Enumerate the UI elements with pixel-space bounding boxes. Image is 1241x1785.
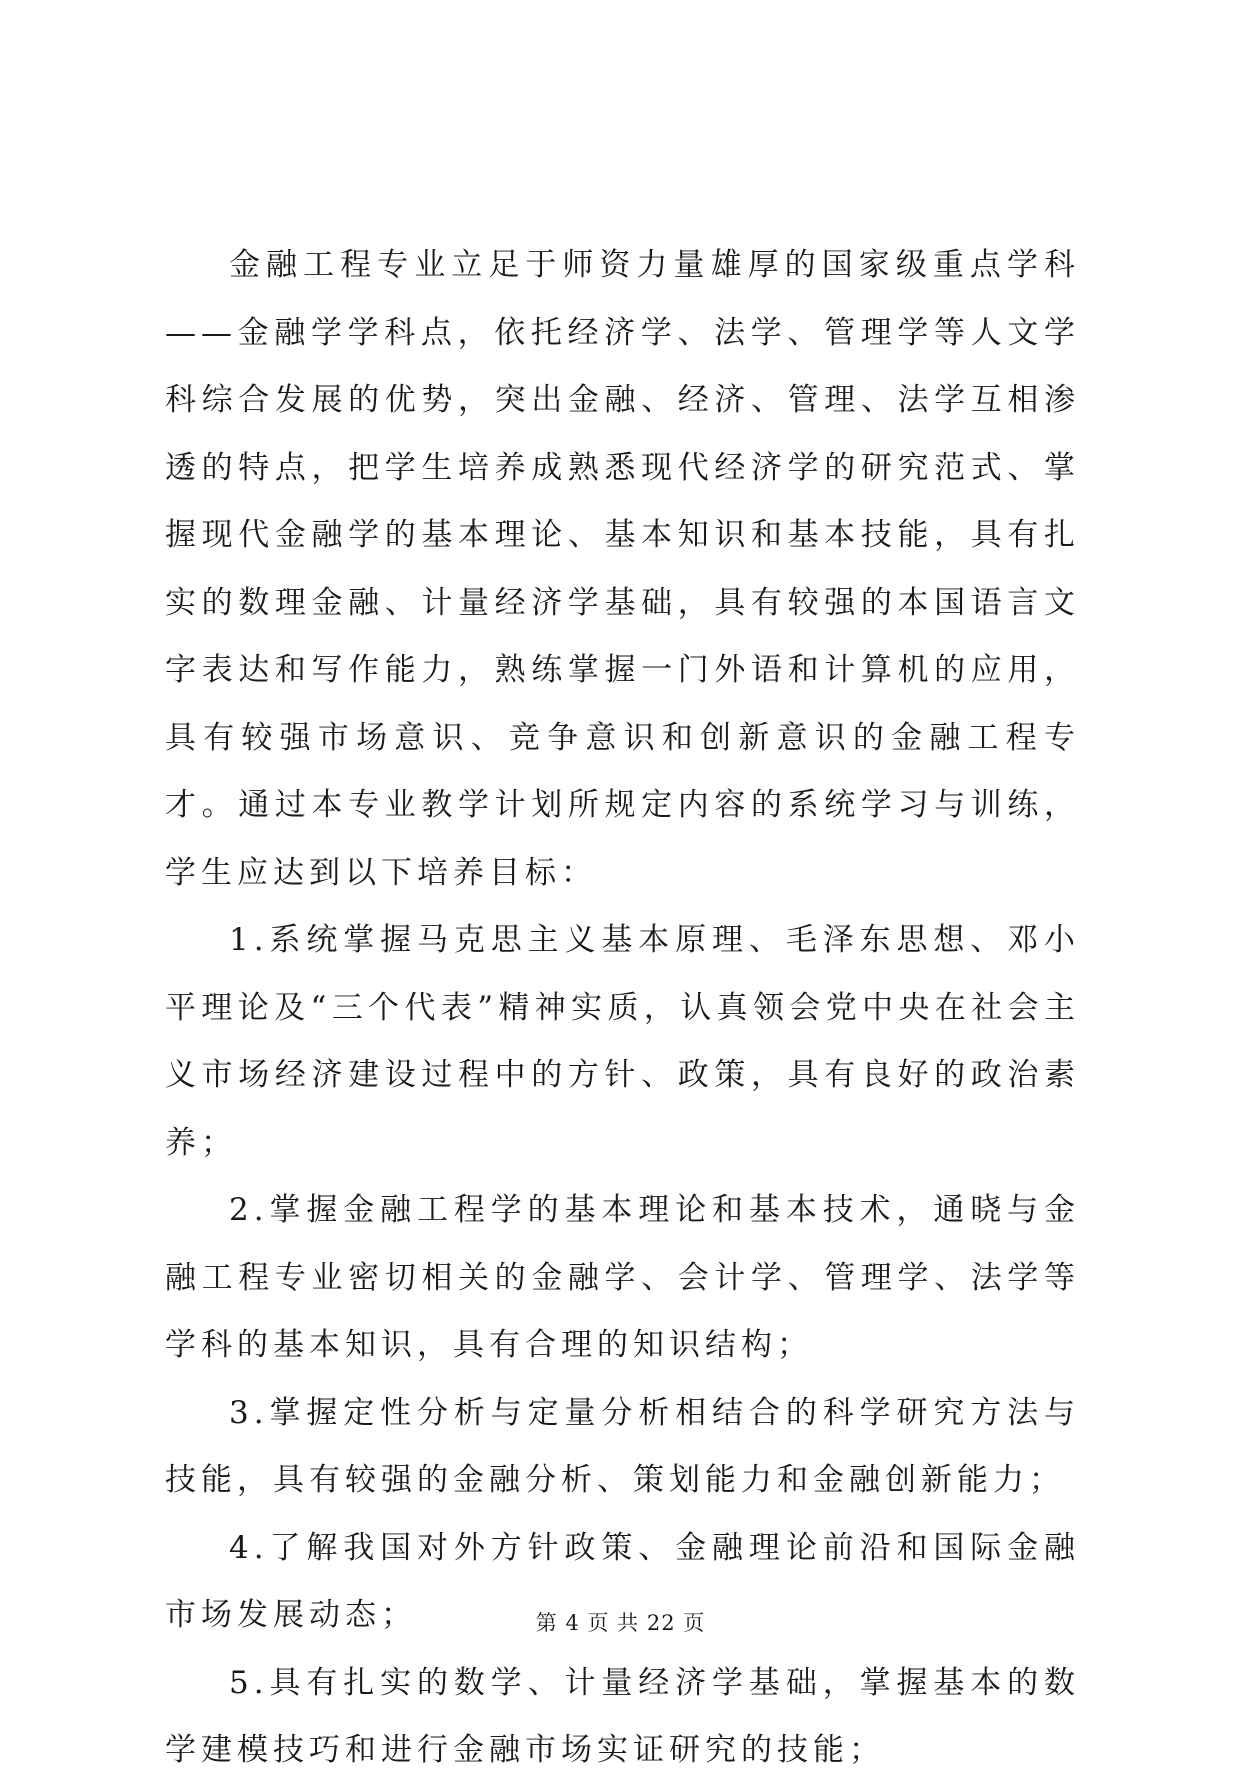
paragraph-goal-1: 1.系统掌握马克思主义基本原理、毛泽东思想、邓小平理论及“三个代表”精神实质，认真领会党中央在社会主义市场经济建设过程中的方针、政策，具有良好的政治素养； xyxy=(165,922,1080,1161)
page-number-footer: 第 4 页 共 22 页 xyxy=(535,1611,706,1635)
paragraph-goal-5: 5.具有扎实的数学、计量经济学基础，掌握基本的数学建模技巧和进行金融市场实证研究的技能； xyxy=(165,1664,1080,1768)
paragraph-goal-2: 2.掌握金融工程学的基本理论和基本技术，通晓与金融工程专业密切相关的金融学、会计学、管理学、法学等学科的基本知识，具有合理的知识结构； xyxy=(165,1192,1080,1363)
paragraph-intro: 金融工程专业立足于师资力量雄厚的国家级重点学科——金融学学科点，依托经济学、法学、管理学等人文学科综合发展的优势，突出金融、经济、管理、法学互相渗透的特点，把学生培养成熟悉现代经济学的研究范式、掌握现代金融学的基本理论、基本知识和基本技能，具有扎实的数理金融、计量经济学基础，具有较强的本国语言文字表达和写作能力，熟练掌握一门外语和计算机的应用，具有较强市场意识、竞争意识和创新意识的金融工程专才。通过本专业教学计划所规定内容的系统学习与训练，学生应达到以下培养目标： xyxy=(165,247,1080,891)
document-body xyxy=(165,232,1080,1785)
paragraph-goal-3: 3.掌握定性分析与定量分析相结合的科学研究方法与技能，具有较强的金融分析、策划能力和金融创新能力； xyxy=(165,1394,1080,1498)
paragraph-goal-4: 4.了解我国对外方针政策、金融理论前沿和国际金融市场发展动态； xyxy=(165,1529,1080,1633)
